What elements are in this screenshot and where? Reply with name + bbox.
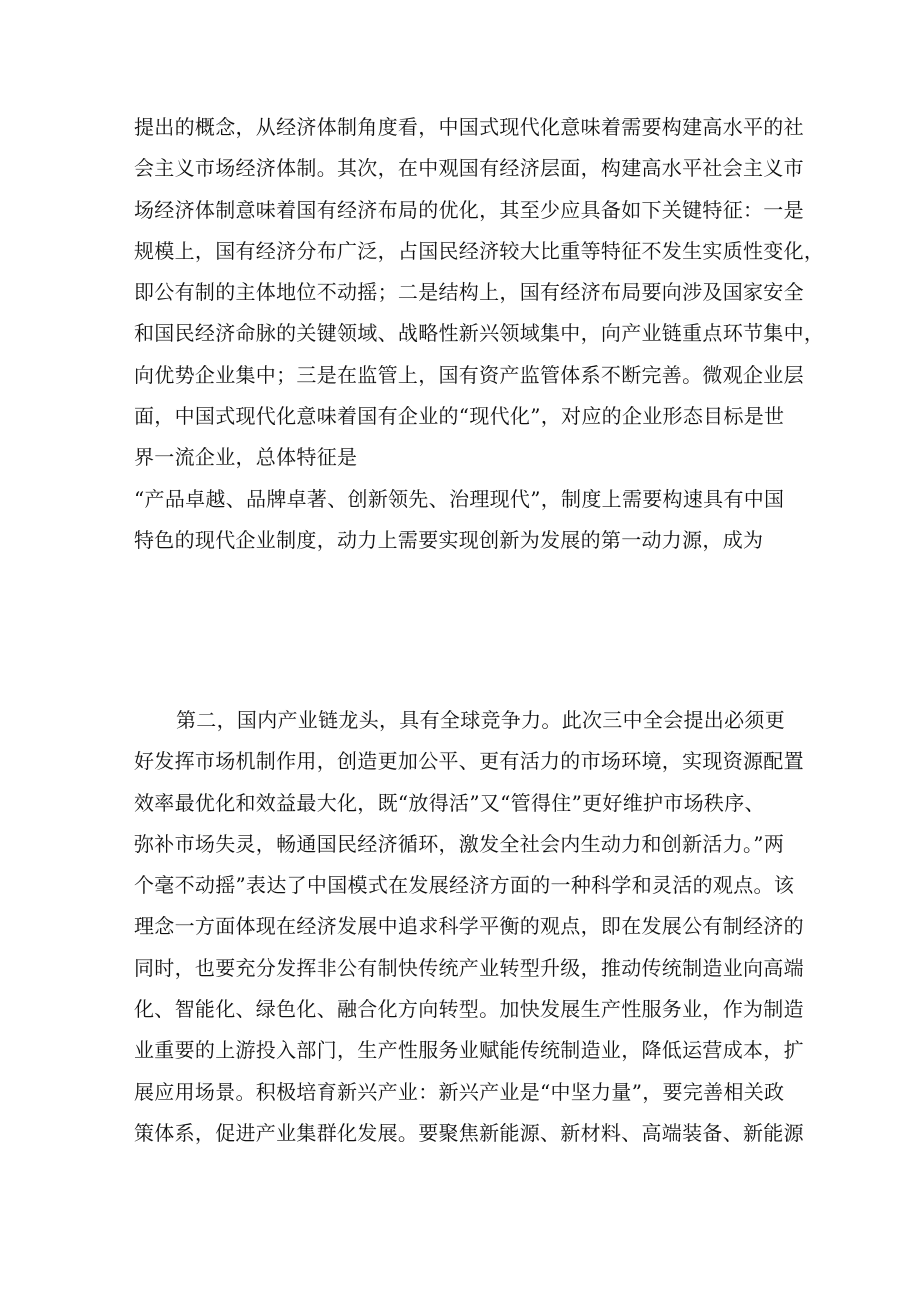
paragraph-line: 提出的概念，从经济体制角度看，中国式现代化意味着需要构建高水平的社	[134, 115, 804, 139]
paragraph-line: 化、智能化、绿色化、融合化方向转型。加快发展生产性服务业，作为制造	[134, 997, 804, 1022]
paragraph-line: 和国民经济命脉的关键领域、战略性新兴领域集中，向产业链重点环节集中，	[134, 321, 825, 346]
paragraph-line: 业重要的上游投入部门，生产性服务业赋能传统制造业，降低运营成本，扩	[134, 1038, 804, 1063]
paragraph-line: 同时，也要充分发挥非公有制快传统产业转型升级，推动传统制造业向高端	[134, 955, 804, 980]
paragraph-2	[134, 700, 804, 1154]
paragraph-line: 即公有制的主体地位不动摇；二是结构上，国有经济布局要向涉及国家安全	[134, 280, 804, 305]
paragraph-line: 策体系，促进产业集群化发展。要聚焦新能源、新材料、高端装备、新能源	[134, 1120, 804, 1145]
paragraph-line: 弥补市场失灵，畅通国民经济循环，激发全社会内生动力和创新活力。”两	[134, 831, 785, 856]
paragraph-line: 面，中国式现代化意味着国有企业的“现代化”，对应的企业形态目标是世	[134, 404, 785, 429]
paragraph-line: 场经济体制意味着国有经济布局的优化，其至少应具备如下关键特征：一是	[134, 197, 804, 222]
paragraph-1	[134, 107, 825, 561]
paragraph-line: 理念一方面体现在经济发展中追求科学平衡的观点，即在发展公有制经济的	[134, 914, 804, 939]
paragraph-line: 展应用场景。积极培育新兴产业：新兴产业是“中坚力量”，要完善相关政	[134, 1079, 785, 1104]
paragraph-line: 效率最优化和效益最大化，既“放得活”又“管得住”更好维护市场秩序、	[134, 790, 765, 815]
paragraph-line: 特色的现代企业制度，动力上需要实现创新为发展的第一动力源，成为	[134, 527, 764, 552]
paragraph-line: 个毫不动摇”表达了中国模式在发展经济方面的一种科学和灵活的观点。该	[134, 873, 795, 898]
paragraph-line: “产品卓越、品牌卓著、创新领先、治理现代”，制度上需要构速具有中国	[134, 486, 785, 511]
paragraph-line: 好发挥市场机制作用，创造更加公平、更有活力的市场环境，实现资源配置	[134, 749, 804, 774]
paragraph-line: 规模上，国有经济分布广泛，占国民经济较大比重等特征不发生实质性变化，	[134, 238, 825, 263]
paragraph-line: 会主义市场经济体制。其次，在中观国有经济层面，构建高水平社会主义市	[134, 156, 804, 181]
paragraph-line: 向优势企业集中；三是在监管上，国有资产监管体系不断完善。微观企业层	[134, 362, 804, 387]
paragraph-line: 第二，国内产业链龙头，具有全球竞争力。此次三中全会提出必须更	[176, 708, 785, 732]
paragraph-line: 界一流企业，总体特征是	[134, 445, 358, 470]
